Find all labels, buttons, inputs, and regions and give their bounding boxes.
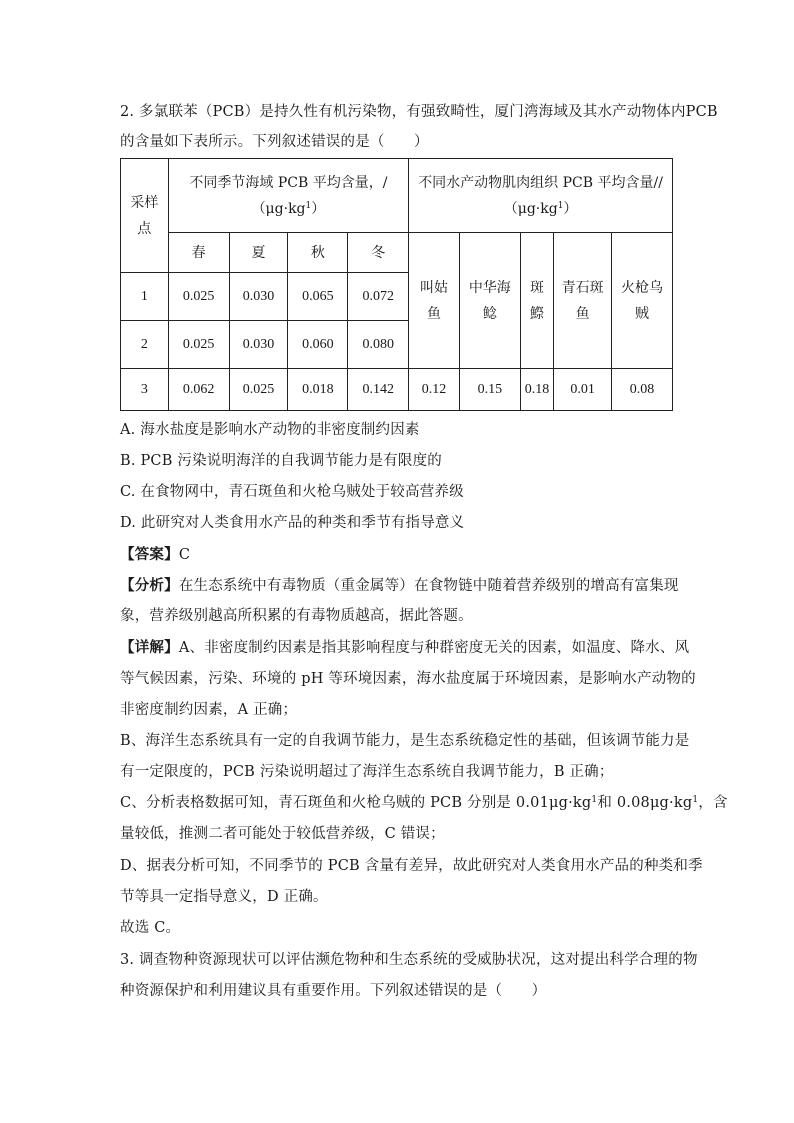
animal-2: 中华海 鲶 [459, 233, 520, 369]
q2-stem-line-1: 2. 多氯联苯（PCB）是持久性有机污染物，有强致畸性，厦门湾海域及其水产动物体内PCB [120, 104, 718, 120]
table-row: 3 0.062 0.025 0.018 0.142 0.12 0.15 0.18 0.01 0.08 [121, 369, 673, 411]
analysis-line-1: 【分析】在生态系统中有毒物质（重金属等）在食物链中随着营养级别的增高有富集现 [120, 577, 679, 594]
header-site: 采样 点 [121, 159, 169, 273]
header-sea-pcb: 不同季节海域 PCB 平均含量，/ $(\mu g\cdot kg^1)$ [168, 159, 408, 233]
season-winter: 冬 [348, 233, 409, 273]
season-summer: 夏 [229, 233, 288, 273]
detail-line-9: 节等具一定指导意义，D 正确。 [120, 889, 328, 905]
pcb-table [120, 158, 673, 411]
q3-stem-line-2: 种资源保护和利用建议具有重要作用。下列叙述错误的是（ ） [120, 983, 547, 999]
detail-line-2: 等气候因素，污染、环境的 pH 等环境因素，海水盐度属于环境因素，是影响水产动物的 [120, 671, 696, 687]
q3-stem-line-1: 3. 调查物种资源现状可以评估濒危物种和生态系统的受威胁状况，这对提出科学合理的物 [120, 952, 698, 968]
table-row: 2 0.025 0.030 0.060 0.080 [121, 321, 673, 369]
season-autumn: 秋 [288, 233, 348, 273]
answer-label: 【答案】 [120, 546, 179, 563]
animal-1: 叫姑 鱼 [409, 233, 460, 369]
detail-line-7: 量较低，推测二者可能处于较低营养级，C 错误； [120, 826, 445, 842]
season-spring: 春 [168, 233, 229, 273]
answer-value: C [178, 547, 191, 563]
table-row: 1 0.025 0.030 0.065 0.072 [121, 273, 673, 321]
header-animal-pcb: 不同水产动物肌肉组织 PCB 平均含量// $(\mu g\cdot kg^1)$ [409, 159, 673, 233]
detail-line-3: 非密度制约因素，A 正确； [120, 702, 298, 718]
option-a: A. 海水盐度是影响水产动物的非密度制约因素 [120, 422, 420, 438]
option-b: B. PCB 污染说明海洋的自我调节能力是有限度的 [120, 453, 442, 469]
conclusion-line: 故选 C。 [120, 920, 181, 936]
q2-stem-line-2: 的含量如下表所示。下列叙述错误的是（ ） [120, 134, 429, 150]
answer-line [120, 545, 190, 565]
detail-line-6: C、分析表格数据可知，青石斑鱼和火枪乌贼的 PCB 分别是 $0.01\mu g\cdot kg^1$和 $0.08\mu g\cdot kg^1$，含 [120, 795, 728, 811]
detail-label: 【详解】 [120, 639, 179, 656]
analysis-line-2: 象，营养级别越高所积累的有毒物质越高，据此答题。 [120, 608, 473, 624]
animal-4: 青石斑 鱼 [554, 233, 612, 369]
detail-line-4: B、海洋生态系统具有一定的自我调节能力，是生态系统稳定性的基础，但该调节能力是 [120, 733, 690, 749]
animal-5: 火枪乌 贼 [612, 233, 673, 369]
detail-line-1: 【详解】A、非密度制约因素是指其影响程度与种群密度无关的因素，如温度、降水、风 [120, 639, 690, 656]
detail-line-8: D、据表分析可知，不同季节的 PCB 含量有差异，故此研究对人类食用水产品的种类和季 [120, 858, 703, 874]
option-c: C. 在食物网中，青石斑鱼和火枪乌贼处于较高营养级 [120, 484, 464, 500]
analysis-label: 【分析】 [120, 577, 179, 594]
animal-3: 斑 鰶 [520, 233, 553, 369]
option-d: D. 此研究对人类食用水产品的种类和季节有指导意义 [120, 515, 465, 531]
detail-line-5: 有一定限度的，PCB 污染说明超过了海洋生态系统自我调节能力，B 正确； [120, 764, 614, 780]
